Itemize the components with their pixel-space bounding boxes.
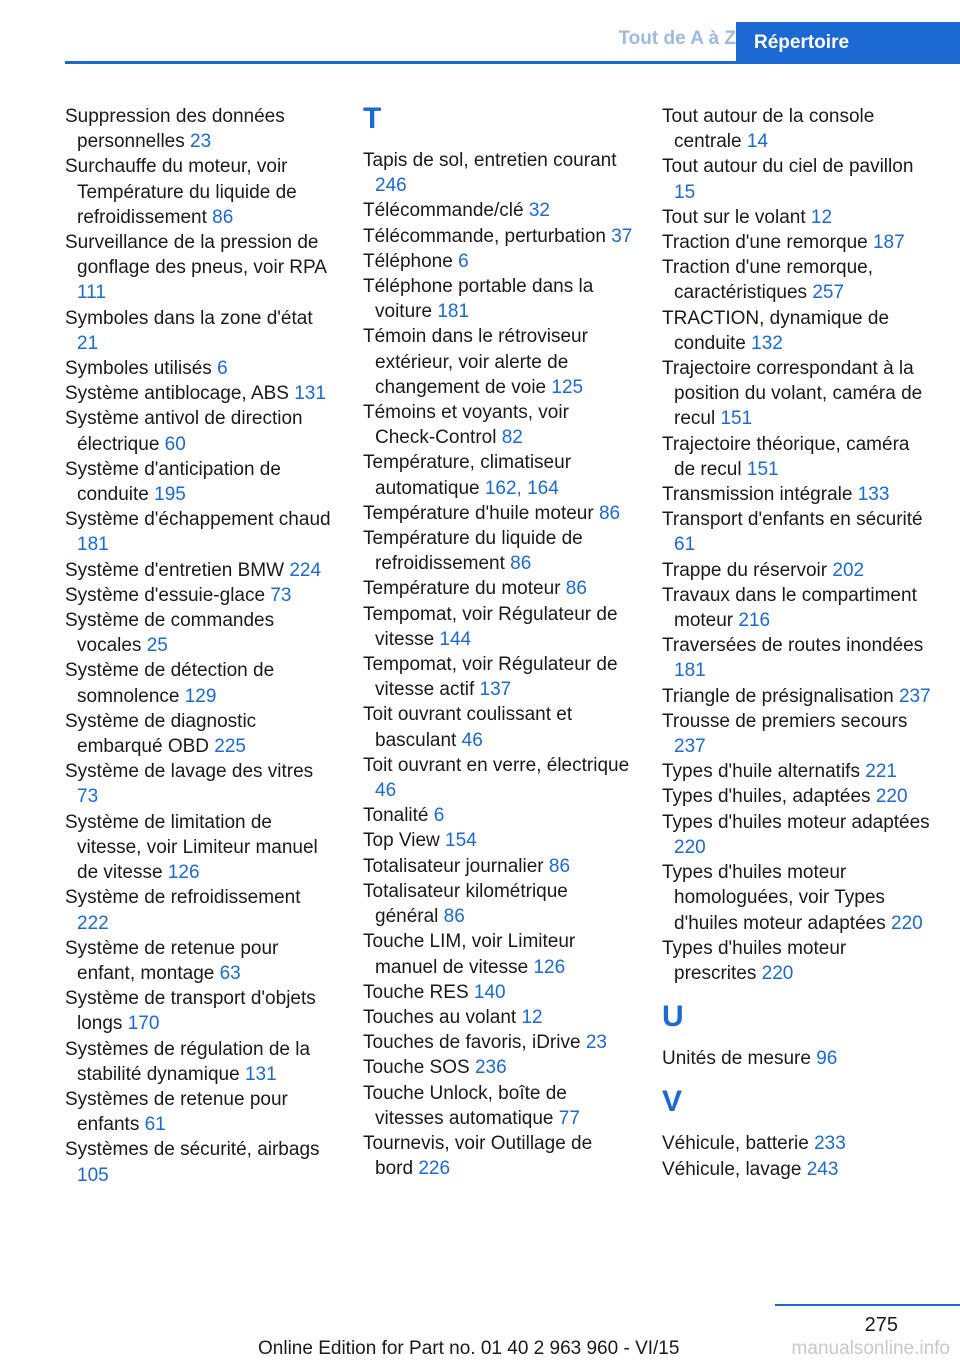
entry-term: Triangle de présignalisation — [662, 685, 894, 707]
index-entry — [65, 658, 333, 708]
index-entry — [363, 148, 633, 198]
entry-term: Types d'huiles moteur homologuées, voir Types d'huiles moteur adaptées — [662, 862, 886, 934]
index-entry — [662, 306, 932, 356]
entry-term: Système antiblocage, ABS — [65, 383, 289, 405]
index-letter: U — [662, 1000, 684, 1034]
index-entry — [662, 104, 932, 154]
page-reference-link[interactable]: 14 — [746, 131, 769, 153]
index-entry — [65, 558, 333, 583]
page-reference-link[interactable]: 144 — [439, 628, 472, 650]
entry-term: TRACTION, dynamique de conduite — [662, 307, 890, 354]
entry-term: Système de diagnostic embarqué OBD — [65, 710, 257, 758]
entry-term: Téléphone portable dans la voiture — [363, 276, 594, 323]
entry-term: Totalisateur kilométrique général — [363, 880, 568, 928]
page-reference-link[interactable]: 133 — [857, 484, 890, 506]
entry-term: Véhicule, lavage — [662, 1158, 802, 1180]
entry-term: Système d'essuie-glace — [65, 584, 266, 606]
page-reference-link[interactable]: 129 — [184, 685, 217, 707]
page-reference-link[interactable]: 221 — [865, 761, 897, 783]
entry-term: Surchauffe du moteur, voir Température du liquide de refroidissement — [65, 156, 297, 228]
page-reference-link[interactable]: 140 — [473, 981, 506, 1003]
entry-term: Systèmes de régulation de la stabilité dynamique — [65, 1038, 311, 1085]
entry-term: Tout autour de la console centrale — [662, 106, 875, 153]
index-entry — [662, 759, 932, 784]
index-entry — [65, 230, 333, 306]
page-reference-link[interactable]: 111 — [77, 282, 106, 304]
page-reference-link[interactable]: 131 — [294, 383, 326, 405]
page-reference-link[interactable]: 237 — [674, 736, 706, 758]
entry-term: Surveillance de la pression de gonflage des pneus, voir RPA — [65, 232, 326, 279]
page-reference-link[interactable]: 220 — [875, 786, 908, 808]
page-reference-link[interactable]: 82 — [501, 427, 523, 449]
index-letter: V — [662, 1085, 683, 1119]
page-reference-link[interactable]: 126 — [167, 862, 200, 884]
page-number: 275 — [864, 1314, 898, 1336]
index-entry — [662, 482, 932, 507]
index-entry — [65, 885, 333, 935]
page-reference-link[interactable]: 73 — [77, 786, 99, 808]
page-reference-link[interactable]: 25 — [146, 635, 168, 657]
page-reference-link[interactable]: 187 — [872, 232, 905, 254]
index-entry — [363, 828, 633, 853]
index-entry — [65, 381, 333, 406]
page-reference-link[interactable]: 225 — [214, 736, 246, 758]
index-entry — [363, 702, 633, 752]
page-reference-link[interactable]: 86 — [510, 553, 532, 575]
index-entry — [363, 854, 633, 879]
index-letter: T — [363, 102, 382, 135]
entry-term: Température du moteur — [363, 578, 561, 600]
entry-term: Téléphone — [363, 250, 453, 272]
entry-term: Types d'huile alternatifs — [662, 761, 860, 783]
index-entry — [662, 507, 932, 557]
index-entry — [363, 450, 633, 500]
index-entry — [65, 306, 333, 356]
index-entry — [65, 356, 333, 381]
page-reference-link[interactable]: 181 — [77, 534, 109, 556]
entry-term: Types d'huiles moteur adaptées — [662, 811, 930, 833]
index-entry — [363, 803, 633, 828]
index-entry — [363, 1030, 633, 1055]
index-entry — [662, 432, 932, 482]
page-reference-link[interactable]: 151 — [746, 458, 779, 480]
entry-term: Traversées de routes inondées — [662, 635, 924, 657]
edition-note: Online Edition for Part no. 01 40 2 963 960 - VI/15 — [258, 1338, 680, 1359]
entry-term: Tout sur le volant — [662, 206, 806, 228]
header-rule — [65, 61, 960, 64]
index-entry — [65, 457, 333, 507]
index-entry — [363, 249, 633, 274]
entry-term: Température, climatiseur automatique — [363, 452, 572, 499]
page-reference-link[interactable]: 61 — [674, 534, 696, 556]
page-reference-link[interactable]: 6 — [217, 358, 228, 380]
index-entry — [662, 860, 932, 936]
page-reference-link[interactable]: 86 — [212, 206, 234, 228]
page-reference-link[interactable]: 61 — [144, 1114, 166, 1136]
index-entry — [662, 558, 932, 583]
entry-term: Température du liquide de refroidissement — [363, 528, 583, 575]
page-reference-link[interactable]: 224 — [289, 559, 322, 581]
entry-term: Système d'entretien BMW — [65, 559, 285, 581]
entry-term: Trajectoire correspondant à la position du volant, caméra de recul — [662, 358, 923, 430]
page-reference-link[interactable]: 162, 164 — [484, 477, 559, 499]
index-column-3 — [662, 104, 932, 1182]
index-entry — [363, 980, 633, 1005]
page-reference-link[interactable]: 63 — [219, 962, 241, 984]
page-reference-link[interactable]: 60 — [164, 433, 186, 455]
entry-term: Transmission intégrale — [662, 484, 853, 506]
entry-term: Systèmes de sécurité, airbags — [65, 1139, 320, 1161]
page-reference-link[interactable]: 236 — [474, 1057, 507, 1079]
page-reference-link[interactable]: 32 — [528, 200, 550, 222]
entry-term: Tapis de sol, entretien courant — [363, 150, 617, 171]
index-entry — [363, 198, 633, 223]
page-reference-link[interactable]: 195 — [154, 484, 186, 506]
page-reference-link[interactable]: 23 — [585, 1032, 607, 1054]
page-reference-link[interactable]: 137 — [479, 679, 512, 701]
page-reference-link[interactable]: 23 — [190, 131, 212, 153]
entry-term: Types d'huiles, adaptées — [662, 786, 871, 808]
page-reference-link[interactable]: 222 — [77, 912, 109, 934]
entry-term: Systèmes de retenue pour enfants — [65, 1088, 288, 1136]
entry-term: Transport d'enfants en sécurité — [662, 509, 923, 531]
entry-term: Tempomat, voir Régulateur de vitesse — [363, 603, 618, 650]
entry-term: Suppression des données personnelles — [65, 106, 285, 153]
index-entry — [363, 501, 633, 526]
page-reference-link[interactable]: 170 — [127, 1013, 160, 1035]
index-entry — [363, 400, 633, 450]
entry-term: Système de refroidissement — [65, 887, 301, 909]
page-reference-link[interactable]: 243 — [806, 1158, 839, 1180]
index-entry — [65, 608, 333, 658]
entry-term: Touches au volant — [363, 1006, 517, 1028]
page-reference-link[interactable]: 15 — [674, 181, 696, 203]
index-entry — [363, 274, 633, 324]
index-entry — [363, 929, 633, 979]
entry-term: Tempomat, voir Régulateur de vitesse actif — [363, 654, 618, 701]
index-entry — [65, 1037, 333, 1087]
page-reference-link[interactable]: 86 — [565, 578, 587, 600]
index-entry — [65, 583, 333, 608]
page-reference-link[interactable]: 220 — [674, 836, 706, 858]
index-entry — [363, 753, 633, 803]
index-entry — [662, 684, 932, 709]
page-reference-link[interactable]: 86 — [548, 855, 571, 877]
index-entry — [65, 810, 333, 886]
index-entry — [662, 810, 932, 860]
index-entry — [363, 879, 633, 929]
index-entry — [662, 633, 932, 683]
index-entry — [363, 602, 633, 652]
entry-term: Système d'anticipation de conduite — [65, 458, 281, 506]
entry-term: Tournevis, voir Outillage de bord — [363, 1132, 593, 1180]
index-entry — [65, 154, 333, 230]
entry-term: Témoins et voyants, voir Check-Control — [363, 402, 569, 449]
page-reference-link[interactable]: 151 — [720, 408, 753, 430]
entry-term: Touche Unlock, boîte de vitesses automatique — [363, 1082, 567, 1129]
page-reference-link[interactable]: 125 — [551, 376, 584, 398]
footer-rule — [775, 1304, 960, 1306]
index-entry — [65, 759, 333, 809]
entry-term: Touche SOS — [363, 1057, 470, 1079]
page-reference-link[interactable]: 154 — [445, 830, 477, 852]
index-entry — [65, 1087, 333, 1137]
index-entry — [363, 1081, 633, 1131]
entry-term: Symboles dans la zone d'état — [65, 307, 313, 329]
entry-term: Télécommande, perturbation — [363, 225, 606, 247]
index-entry — [65, 936, 333, 986]
entry-term: Système de commandes vocales — [65, 610, 275, 657]
page-header — [0, 0, 960, 64]
page-reference-link[interactable]: 226 — [418, 1158, 451, 1180]
entry-term: Totalisateur journalier — [363, 855, 544, 877]
index-entry — [65, 104, 333, 154]
page-footer — [0, 1300, 960, 1362]
entry-term: Véhicule, batterie — [662, 1133, 809, 1155]
entry-term: Touches de favoris, iDrive — [363, 1032, 581, 1054]
page-reference-link[interactable]: 131 — [244, 1063, 277, 1085]
entry-term: Système d'échappement chaud — [65, 509, 331, 531]
index-entry — [65, 1137, 333, 1187]
page-reference-link[interactable]: 12 — [521, 1006, 543, 1028]
index-entry — [662, 1046, 932, 1071]
entry-term: Unités de mesure — [662, 1048, 811, 1070]
entry-term: Symboles utilisés — [65, 358, 212, 380]
index-entry — [662, 784, 932, 809]
entry-term: Température d'huile moteur — [363, 502, 594, 524]
entry-term: Toit ouvrant en verre, électrique — [363, 754, 630, 776]
index-entry — [363, 324, 633, 400]
entry-term: Système de lavage des vitres — [65, 761, 314, 783]
index-entry — [662, 709, 932, 759]
entry-term: Toit ouvrant coulissant et basculant — [363, 704, 573, 751]
index-entry — [662, 205, 932, 230]
page-reference-link[interactable]: 202 — [832, 559, 865, 581]
entry-term: Télécommande/clé — [363, 200, 524, 222]
index-column-1 — [65, 104, 333, 1188]
entry-term: Témoin dans le rétroviseur extérieur, voir alerte de changement de voie — [363, 326, 588, 398]
entry-term: Travaux dans le compartiment moteur — [662, 584, 917, 632]
page-reference-link[interactable]: 77 — [558, 1107, 580, 1129]
page-reference-link[interactable]: 21 — [77, 332, 99, 354]
entry-term: Traction d'une remorque — [662, 232, 868, 254]
page-reference-link[interactable]: 105 — [77, 1164, 109, 1186]
page-reference-link[interactable]: 96 — [816, 1048, 838, 1070]
entry-term: Types d'huiles moteur prescrites — [662, 937, 847, 984]
index-entry — [363, 1005, 633, 1030]
chapter-tab: Répertoire — [736, 22, 960, 64]
index-entry — [363, 1131, 633, 1181]
page-reference-link[interactable]: 181 — [437, 301, 470, 323]
index-column-2 — [363, 104, 633, 1181]
entry-term: Système de retenue pour enfant, montage — [65, 937, 279, 984]
watermark: manualsonline.info — [791, 1338, 950, 1359]
page-reference-link[interactable]: 181 — [674, 660, 706, 682]
entry-term: Traction d'une remorque, caractéristiques — [662, 257, 873, 304]
entry-term: Système de limitation de vitesse, voir Limiteur manuel de vitesse — [65, 811, 318, 884]
entry-term: Système de détection de somnolence — [65, 660, 275, 707]
page-reference-link[interactable]: 6 — [458, 250, 469, 272]
page-reference-link[interactable]: 6 — [433, 805, 445, 827]
section-title: Tout de A à Z — [618, 28, 736, 49]
index-entry — [662, 936, 932, 986]
entry-term: Top View — [363, 830, 440, 852]
page-reference-link[interactable]: 216 — [738, 610, 771, 632]
page-reference-link[interactable]: 132 — [751, 332, 783, 354]
index-entry — [65, 986, 333, 1036]
index-entry — [65, 709, 333, 759]
page-reference-link[interactable]: 257 — [812, 282, 845, 304]
entry-term: Trousse de premiers secours — [662, 710, 908, 732]
page-reference-link[interactable]: 12 — [810, 206, 833, 228]
entry-term: Touche RES — [363, 981, 469, 1003]
index-entry — [65, 406, 333, 456]
index-entry — [363, 1055, 633, 1080]
page-reference-link[interactable]: 220 — [891, 912, 923, 934]
index-entry — [662, 255, 932, 305]
index-entry — [662, 583, 932, 633]
entry-term: Tonalité — [363, 805, 429, 827]
page-reference-link[interactable]: 246 — [375, 175, 407, 197]
index-entry — [662, 1157, 932, 1182]
page-reference-link[interactable]: 37 — [611, 225, 633, 247]
index-entry — [662, 356, 932, 432]
page-reference-link[interactable]: 86 — [443, 906, 465, 928]
entry-term: Trappe du réservoir — [662, 559, 828, 581]
index-entry — [65, 507, 333, 557]
index-entry — [363, 576, 633, 601]
index-entry — [662, 230, 932, 255]
index-entry — [662, 154, 932, 204]
index-entry — [363, 652, 633, 702]
page-reference-link[interactable]: 46 — [375, 780, 397, 802]
index-entry — [363, 224, 633, 249]
page-reference-link[interactable]: 220 — [761, 962, 794, 984]
index-entry — [662, 1131, 932, 1156]
entry-term: Trajectoire théorique, caméra de recul — [662, 433, 910, 480]
page-reference-link[interactable]: 126 — [533, 956, 566, 978]
entry-term: Tout autour du ciel de pavillon — [662, 156, 914, 178]
entry-term: Système antivol de direction électrique — [65, 408, 303, 455]
entry-term: Système de transport d'objets longs — [65, 988, 316, 1035]
page-reference-link[interactable]: 46 — [461, 729, 483, 751]
page-reference-link[interactable]: 73 — [270, 584, 292, 606]
entry-term: Touche LIM, voir Limiteur manuel de vitesse — [363, 931, 576, 978]
index-entry — [363, 526, 633, 576]
page-reference-link[interactable]: 233 — [814, 1133, 846, 1155]
page-reference-link[interactable]: 237 — [898, 685, 931, 707]
page-reference-link[interactable]: 86 — [598, 502, 621, 524]
